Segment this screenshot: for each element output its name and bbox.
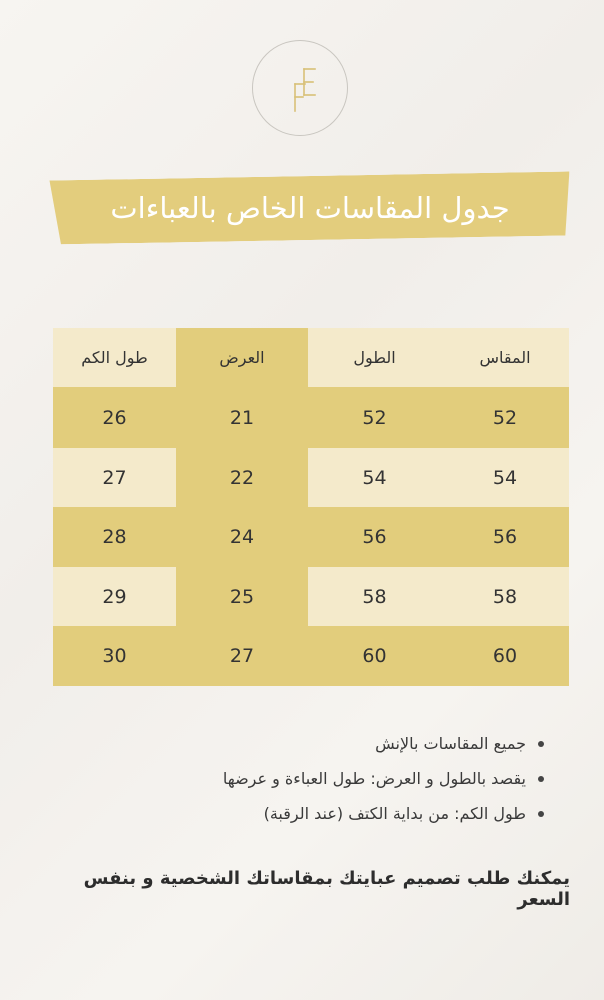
bullet-icon bbox=[538, 776, 544, 782]
table-cell: 26 bbox=[53, 387, 176, 448]
table-cell: 58 bbox=[308, 567, 441, 626]
table-cell: 27 bbox=[53, 448, 176, 507]
bullet-icon bbox=[538, 741, 544, 747]
ef-monogram-icon bbox=[253, 41, 349, 137]
table-cell: 54 bbox=[308, 448, 441, 507]
table-cell: 60 bbox=[441, 626, 569, 686]
table-cell: 25 bbox=[176, 567, 308, 626]
table-cell: 30 bbox=[53, 626, 176, 686]
header-width: العرض bbox=[176, 328, 308, 387]
table-cell: 54 bbox=[441, 448, 569, 507]
table-cell: 52 bbox=[441, 387, 569, 448]
header-sleeve-length: طول الكم bbox=[53, 328, 176, 387]
list-item bbox=[44, 726, 544, 761]
page-title: جدول المقاسات الخاص بالعباءات bbox=[110, 191, 510, 225]
table-cell: 27 bbox=[176, 626, 308, 686]
table-cell: 56 bbox=[308, 507, 441, 567]
list-item bbox=[44, 761, 544, 796]
list-item bbox=[44, 796, 544, 831]
table-cell: 22 bbox=[176, 448, 308, 507]
table-cell: 21 bbox=[176, 387, 308, 448]
note-text: جميع المقاسات بالإنش bbox=[375, 734, 526, 753]
size-table bbox=[53, 328, 569, 686]
header-size: المقاس bbox=[441, 328, 569, 387]
header-length: الطول bbox=[308, 328, 441, 387]
table-cell: 52 bbox=[308, 387, 441, 448]
table-cell: 29 bbox=[53, 567, 176, 626]
note-text: طول الكم: من بداية الكتف (عند الرقبة) bbox=[263, 804, 526, 823]
table-cell: 56 bbox=[441, 507, 569, 567]
footer-message: يمكنك طلب تصميم عبايتك بمقاساتك الشخصية و بنفس السعر bbox=[83, 868, 570, 910]
table-cell: 60 bbox=[308, 626, 441, 686]
table-cell: 24 bbox=[176, 507, 308, 567]
note-text: يقصد بالطول و العرض: طول العباءة و عرضها bbox=[222, 769, 526, 788]
bullet-icon bbox=[538, 811, 544, 817]
table-cell: 28 bbox=[53, 507, 176, 567]
table-cell: 58 bbox=[441, 567, 569, 626]
notes-list bbox=[44, 726, 544, 831]
brand-logo bbox=[252, 40, 348, 136]
